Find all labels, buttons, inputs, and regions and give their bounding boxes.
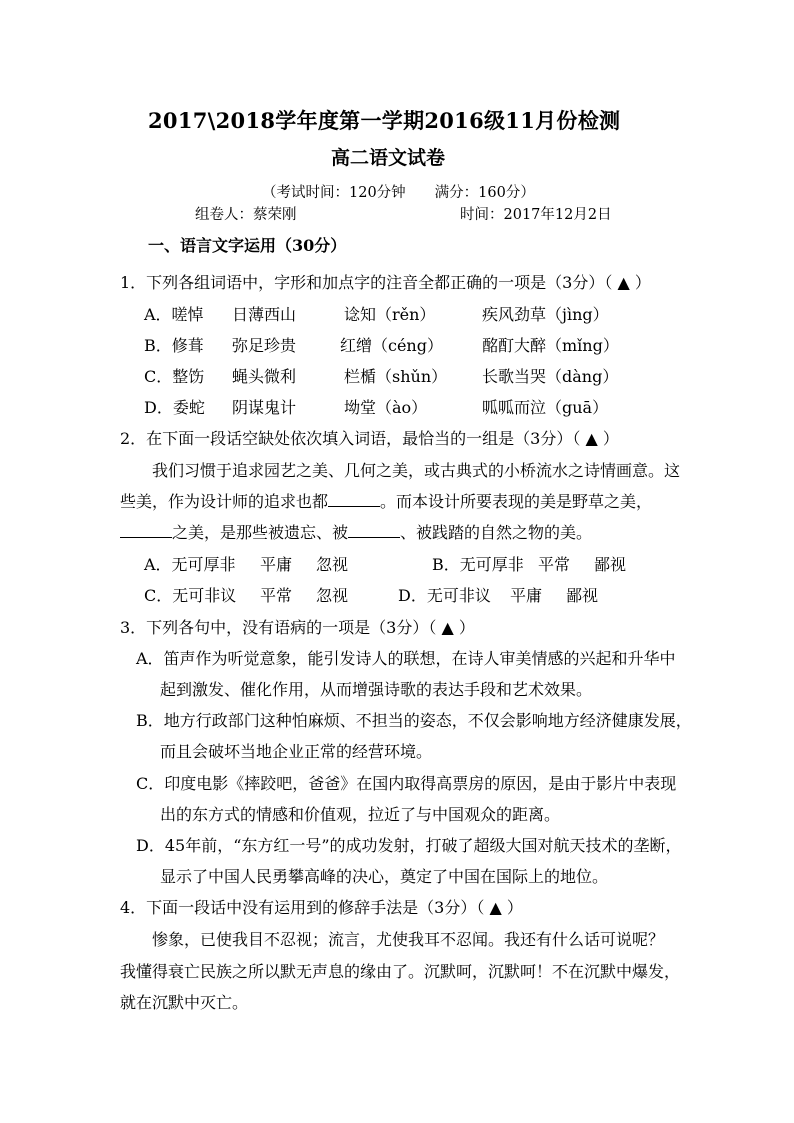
question-2-stem: 2．在下面一段话空缺处依次填入词语，最恰当的一组是（3分）（ ▲ ）	[120, 429, 619, 448]
exam-time-info: （考试时间：120分钟 满分：160分）	[262, 185, 535, 201]
q3-option-b-line-2: 而且会破坏当地企业正常的经营环境。	[160, 742, 433, 761]
q1-option-a: A．嗟悼 日薄西山 谂知（rěn） 疾风劲草（jìng）	[144, 305, 609, 324]
q4-passage-line-1: 惨象，已使我目不忍视；流言，尤使我耳不忍闻。我还有什么话可说呢？	[152, 930, 665, 949]
fill-blank-2	[120, 523, 172, 538]
fill-blank-1	[328, 492, 380, 507]
q4-passage-line-3: 就在沉默中灭亡。	[120, 993, 249, 1012]
q3-option-d-line-1: D．45年前，“东方红一号”的成功发射，打破了超级大国对航天技术的垄断，	[136, 836, 682, 855]
q2-passage-line-1: 我们习惯于追求园艺之美、几何之美，或古典式的小桥流水之诗情画意。这	[152, 461, 681, 480]
question-4-stem: 4．下面一段话中没有运用到的修辞手法是（3分）（ ▲ ）	[120, 898, 523, 917]
q1-option-c: C．整饬 蝇头微利 栏楯（shǔn） 长歌当哭（dàng）	[144, 367, 619, 386]
q2-option-a: A．无可厚非 平庸 忽视	[144, 555, 349, 574]
question-1-stem: 1．下列各组词语中，字形和加点字的注音全都正确的一项是（3分）（ ▲ ）	[120, 273, 651, 292]
q4-passage-line-2: 我懂得衰亡民族之所以默无声息的缘由了。沉默呵，沉默呵！不在沉默中爆发，	[120, 962, 681, 981]
exam-author: 组卷人：蔡荣刚	[195, 207, 297, 223]
q2-passage-line-3: 之美，是那些被遗忘、被 、被践踏的自然之物的美。	[120, 523, 592, 543]
exam-title: 2017\2018学年度第一学期2016级11月份检测	[148, 108, 621, 133]
q1-option-d: D．委蛇 阴谋鬼计 坳堂（ào） 呱呱而泣（guā）	[144, 398, 609, 417]
question-3-stem: 3．下列各句中，没有语病的一项是（3分）（ ▲ ）	[120, 618, 475, 637]
q3-option-c-line-1: C．印度电影《摔跤吧，爸爸》在国内取得高票房的原因，是由于影片中表现	[136, 774, 677, 793]
q2-passage-line-2: 些美，作为设计师的追求也都 。而本设计所要表现的美是野草之美，	[120, 492, 653, 511]
q2-option-d: D．无可非议 平庸 鄙视	[398, 586, 599, 605]
exam-subtitle: 高二语文试卷	[331, 147, 446, 169]
q1-option-b: B．修葺 弥足珍贵 红缯（céng） 酩酊大醉（mǐng）	[144, 336, 619, 355]
q3-option-a-line-2: 起到激发、催化作用，从而增强诗歌的表达手段和艺术效果。	[160, 680, 593, 699]
exam-date: 时间：2017年12月2日	[460, 207, 612, 223]
fill-blank-3	[348, 523, 400, 538]
q3-option-c-line-2: 出的东方式的情感和价值观，拉近了与中国观众的距离。	[160, 805, 561, 824]
section-heading: 一、语言文字运用（30分）	[148, 236, 347, 255]
q2-option-b: B．无可厚非 平常 鄙视	[432, 555, 627, 574]
q3-option-b-line-1: B．地方行政部门这种怕麻烦、不担当的姿态，不仅会影响地方经济健康发展，	[136, 711, 692, 730]
q3-option-d-line-2: 显示了中国人民勇攀高峰的决心，奠定了中国在国际上的地位。	[160, 867, 609, 886]
q2-option-c: C．无可非议 平常 忽视	[144, 586, 349, 605]
q3-option-a-line-1: A．笛声作为听觉意象，能引发诗人的联想，在诗人审美情感的兴起和升华中	[136, 649, 676, 668]
